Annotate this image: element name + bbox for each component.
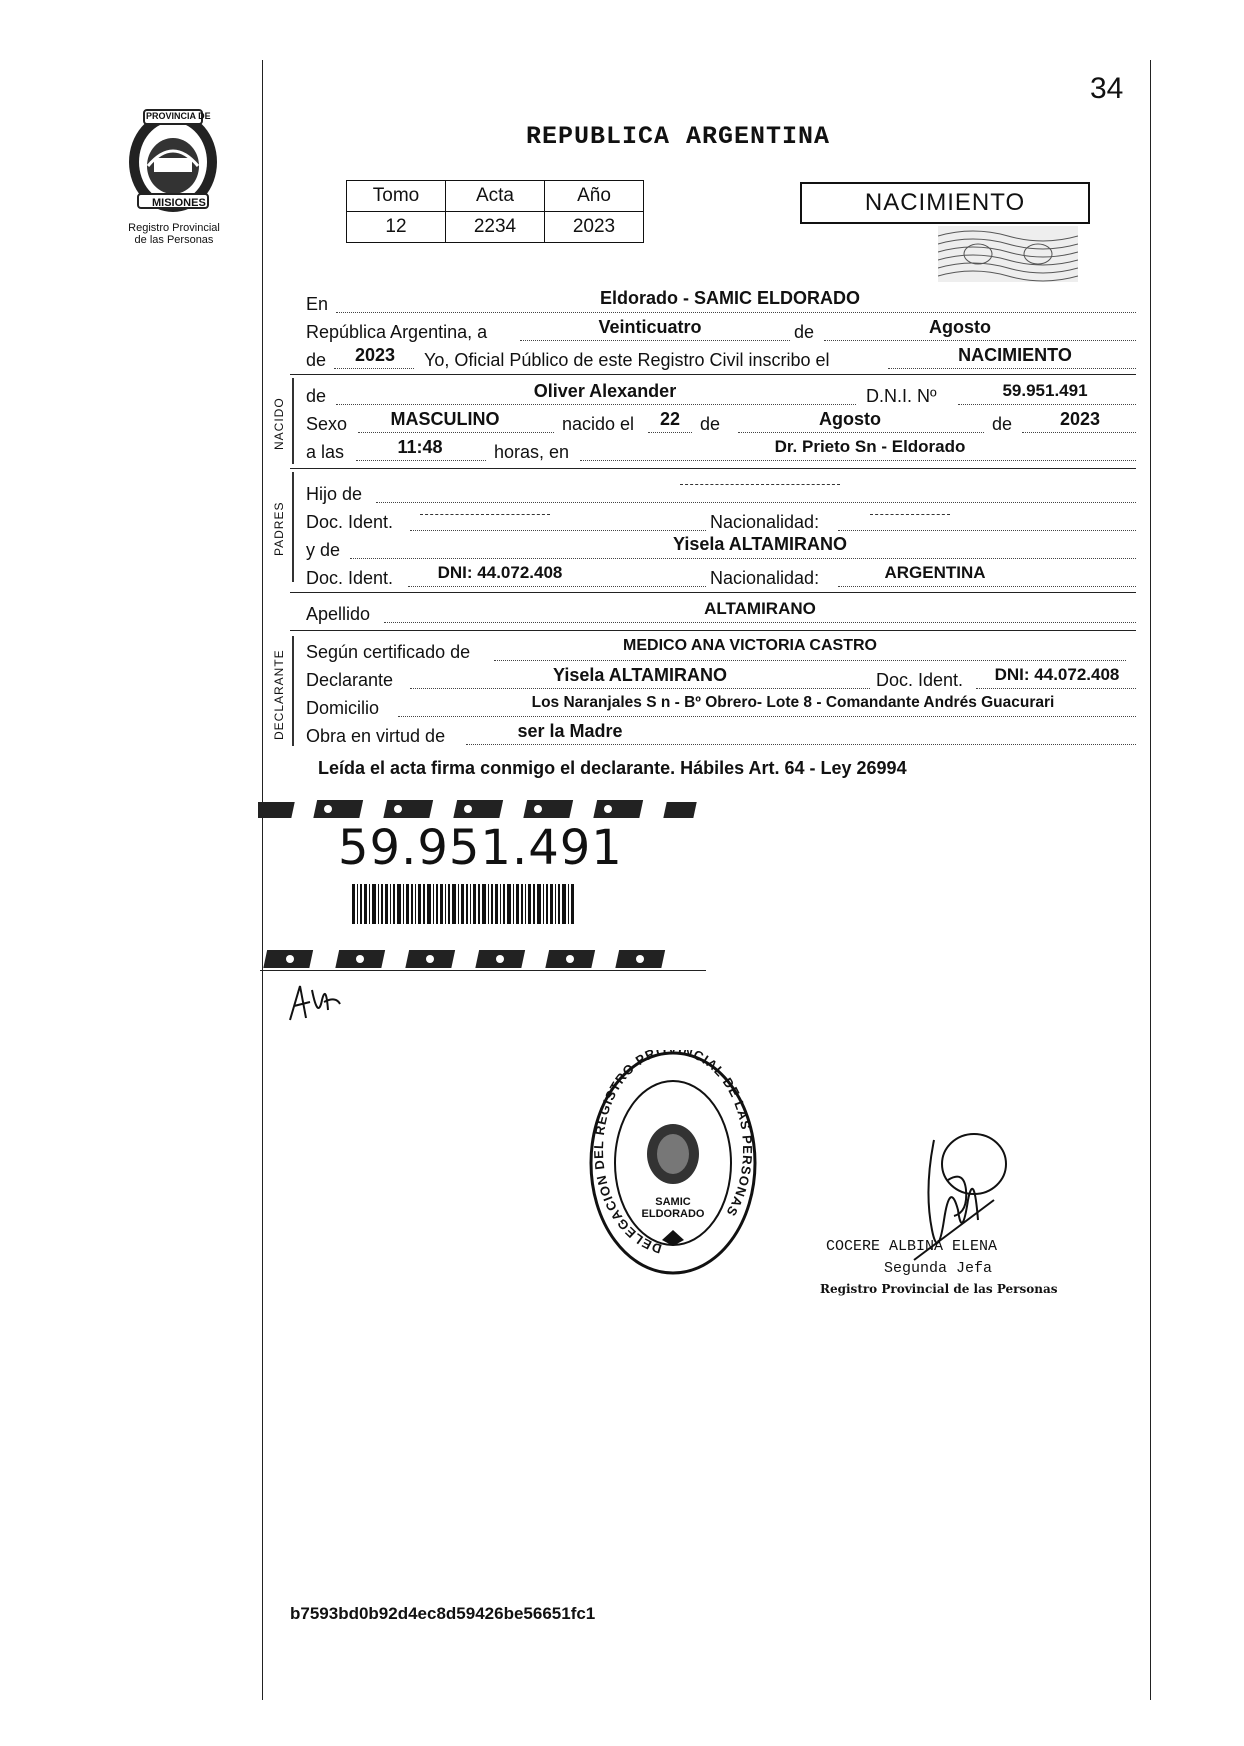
- apellido-value: ALTAMIRANO: [704, 599, 816, 618]
- nacido-de-label-2: de: [700, 414, 721, 434]
- dni-dotline: [958, 404, 1136, 405]
- initials-signature-icon: [284, 980, 344, 1026]
- day-in-words: Veinticuatro: [598, 317, 702, 337]
- father-dotline: [376, 502, 1136, 503]
- declarante-doc-dotline: [976, 688, 1136, 689]
- birth-year-dotline: [1022, 432, 1136, 433]
- document-title: REPUBLICA ARGENTINA: [526, 122, 831, 151]
- document-hash: b7593bd0b92d4ec8d59426be56651fc1: [290, 1604, 596, 1623]
- event-value: NACIMIENTO: [958, 345, 1072, 365]
- cert-label: Según certificado de: [306, 642, 471, 662]
- birth-month-dotline: [738, 432, 984, 433]
- apellido-label: Apellido: [306, 604, 371, 624]
- child-name: Oliver Alexander: [533, 381, 677, 401]
- left-margin-line: [262, 60, 263, 1700]
- mother-doc-label: Doc. Ident.: [306, 568, 394, 588]
- delegation-stamp: [588, 1050, 758, 1276]
- event-dotline: [888, 368, 1136, 369]
- declarante-doc-label: Doc. Ident.: [876, 670, 964, 690]
- record-table: [346, 180, 644, 243]
- table-header-anio: Año: [545, 181, 644, 212]
- table-value-acta: 2234: [446, 212, 545, 243]
- mother-doc: DNI: 44.072.408: [437, 563, 563, 582]
- de-label-1: de: [794, 322, 815, 342]
- stamp-ring-text: DELEGACION DEL REGISTRO PRO INCIAL DE LAS PERSONAS: [590, 1050, 756, 1257]
- table-header-tomo: Tomo: [347, 181, 446, 212]
- initials-signature: [284, 980, 344, 1026]
- sexo-dotline: [358, 432, 554, 433]
- birth-month: Agosto: [819, 409, 881, 429]
- dni-label: D.N.I. Nº: [866, 386, 937, 406]
- table-header-acta: Acta: [446, 181, 545, 212]
- year-dotline: [334, 368, 414, 369]
- child-name-dotline: [336, 404, 856, 405]
- birth-day: 22: [659, 409, 681, 429]
- agency-label: [104, 222, 244, 246]
- month-value: Agosto: [929, 317, 991, 337]
- declarante-section-label: DECLARANTE: [272, 649, 286, 740]
- apellido-dotline: [384, 622, 1136, 623]
- declarante-dotline: [410, 688, 870, 689]
- padres-sidebar: [292, 472, 294, 582]
- security-strip-bottom: [260, 946, 706, 972]
- father-doc-dotline: [410, 530, 706, 531]
- agency-line-1: Registro Provincial: [128, 222, 220, 234]
- mother-nationality-label: Nacionalidad:: [710, 568, 820, 588]
- cert-dotline: [494, 660, 1126, 661]
- agency-line-2: de las Personas: [134, 234, 214, 246]
- birth-year: 2023: [1059, 409, 1101, 429]
- obra-label: Obra en virtud de: [306, 726, 446, 746]
- birth-place: Dr. Prieto Sn - Eldorado: [774, 437, 966, 456]
- barcode: [352, 884, 574, 924]
- father-nationality-label: Nacionalidad:: [710, 512, 820, 532]
- father-blank-dash: [680, 484, 840, 485]
- declarante-label: Declarante: [306, 670, 394, 690]
- hijo-de-label: Hijo de: [306, 484, 363, 504]
- en-label: En: [306, 294, 329, 314]
- security-hologram: [938, 226, 1078, 282]
- father-doc-blank: [420, 514, 550, 515]
- padres-section-label: PADRES: [272, 501, 286, 556]
- birth-day-dotline: [648, 432, 692, 433]
- seal-text-wrap: [100, 108, 250, 218]
- domicilio-label: Domicilio: [306, 698, 380, 718]
- en-dotline: [336, 312, 1136, 313]
- signatory-role: Segunda Jefa: [884, 1260, 993, 1277]
- section-divider-4: [290, 630, 1136, 631]
- delegation-stamp-icon: [588, 1050, 758, 1276]
- right-margin-line: [1150, 60, 1151, 1700]
- seal-bottom-text: MISIONES: [152, 197, 206, 209]
- officer-text: Yo, Oficial Público de este Registro Civil inscribo el: [424, 350, 830, 370]
- section-divider-3: [290, 592, 1136, 593]
- place-location: Eldorado - SAMIC ELDORADO: [600, 288, 860, 308]
- child-dni: 59.951.491: [1002, 381, 1088, 400]
- nacido-section-label: NACIDO: [272, 397, 286, 450]
- nacido-sidebar: [292, 378, 294, 464]
- de-label-2: de: [306, 350, 327, 370]
- closing-statement: Leída el acta firma conmigo el declarante. Hábiles Art. 64 - Ley 26994: [318, 758, 907, 778]
- mother-doc-dotline: [408, 586, 706, 587]
- nacido-de-label: de: [306, 386, 327, 406]
- security-strip-top: [258, 796, 704, 822]
- birth-time: 11:48: [397, 437, 443, 457]
- mother-dotline: [350, 558, 1136, 559]
- barcode-icon: [352, 884, 574, 924]
- sexo-value: MASCULINO: [390, 409, 500, 429]
- table-value-anio: 2023: [545, 212, 644, 243]
- signatory-name: COCERE ALBINA ELENA: [826, 1238, 998, 1255]
- obra-dotline: [466, 744, 1136, 745]
- domicilio-dotline: [398, 716, 1136, 717]
- mother-nat-dotline: [838, 586, 1136, 587]
- father-nat-dotline: [838, 530, 1136, 531]
- section-divider-2: [290, 468, 1136, 469]
- stamp-inner-text: SAMIC ELDORADO: [641, 1196, 705, 1220]
- republic-label: República Argentina, a: [306, 322, 488, 342]
- domicilio-value: Los Naranjales S n - Bº Obrero- Lote 8 - Comandante Andrés Guacurari: [531, 694, 1055, 711]
- nacido-el-label: nacido el: [562, 414, 635, 434]
- declarante-sidebar: [292, 636, 294, 746]
- cert-value: MEDICO ANA VICTORIA CASTRO: [623, 637, 877, 654]
- mother-nationality: ARGENTINA: [884, 563, 986, 582]
- record-type-box: NACIMIENTO: [800, 182, 1090, 224]
- month-dotline: [824, 340, 1136, 341]
- horas-label: horas, en: [494, 442, 570, 462]
- signatory-agency: Registro Provincial de las Personas: [820, 1282, 1058, 1296]
- a-las-label: a las: [306, 442, 345, 462]
- rp-pattern-icon: [258, 796, 704, 822]
- father-doc-label: Doc. Ident.: [306, 512, 394, 532]
- seal-top-text: PROVINCIA DE: [146, 111, 211, 121]
- page-number: 34: [1090, 72, 1124, 105]
- declarante-value: Yisela ALTAMIRANO: [552, 665, 727, 685]
- obra-value: ser la Madre: [517, 721, 623, 741]
- time-dotline: [356, 460, 486, 461]
- declarante-doc: DNI: 44.072.408: [994, 665, 1120, 684]
- id-number-large: 59.951.491: [338, 820, 623, 876]
- birth-place-dotline: [580, 460, 1136, 461]
- day-dotline: [520, 340, 790, 341]
- rp-pattern-icon-2: [260, 946, 706, 972]
- y-de-label: y de: [306, 540, 341, 560]
- sexo-label: Sexo: [306, 414, 348, 434]
- mother-name: Yisela ALTAMIRANO: [672, 534, 847, 554]
- nacido-de-label-3: de: [992, 414, 1013, 434]
- father-nat-blank: [870, 514, 950, 515]
- year-value: 2023: [354, 345, 396, 365]
- hologram-pattern-icon: [938, 226, 1078, 282]
- table-value-tomo: 12: [347, 212, 446, 243]
- section-divider-1: [290, 374, 1136, 375]
